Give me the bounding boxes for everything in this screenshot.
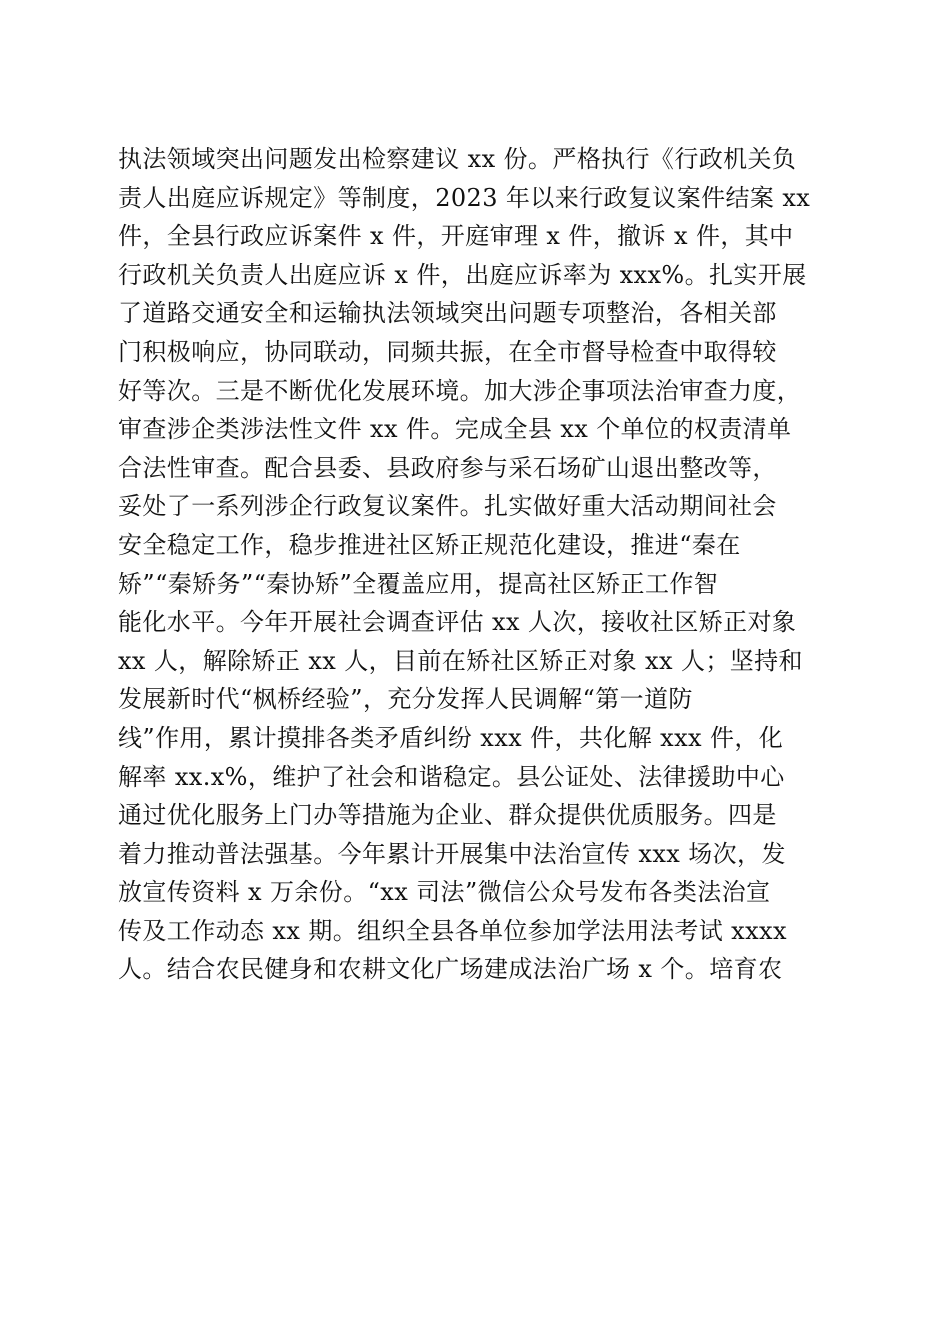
text-line-22: 人。结合农民健身和农耕文化广场建成法治广场 x 个。培育农: [118, 955, 783, 984]
text-line-1: 执法领域突出问题发出检察建议 xx 份。严格执行《行政机关负: [118, 145, 797, 173]
text-line-9: 合法性审查。配合县委、县政府参与采石场矿山退出整改等，: [118, 453, 777, 482]
text-line-6: 门积极响应，协同联动，同频共振，在全市督导检查中取得较: [118, 337, 777, 366]
text-line-21: 传及工作动态 xx 期。组织全县各单位参加学法用法考试 xxxx: [118, 916, 787, 945]
body-text: [118, 140, 838, 989]
text-line-13: 能化水平。今年开展社会调查评估 xx 人次，接收社区矫正对象: [118, 608, 797, 637]
text-line-10: 妥处了一系列涉企行政复议案件。扎实做好重大活动期间社会: [118, 492, 777, 521]
text-line-4: 行政机关负责人出庭应诉 x 件，出庭应诉率为 xxx%。扎实开展: [118, 260, 807, 289]
text-line-14: xx 人，解除矫正 xx 人，目前在矫社区矫正对象 xx 人；坚持和: [118, 646, 803, 675]
text-line-12: 矫”“秦矫务”“秦协矫”全覆盖应用，提高社区矫正工作智: [118, 569, 719, 598]
text-line-5: 了道路交通安全和运输执法领域突出问题专项整治，各相关部: [118, 299, 777, 328]
text-line-2: 责人出庭应诉规定》等制度，2023 年以来行政复议案件结案 xx: [118, 183, 811, 212]
text-line-7: 好等次。三是不断优化发展环境。加大涉企事项法治审查力度，: [118, 376, 802, 405]
text-line-20: 放宣传资料 x 万余份。“xx 司法”微信公众号发布各类法治宣: [118, 878, 771, 907]
text-line-16: 线”作用，累计摸排各类矛盾纠纷 xxx 件，共化解 xxx 件，化: [118, 723, 784, 752]
text-line-18: 通过优化服务上门办等措施为企业、群众提供优质服务。四是: [118, 801, 777, 830]
text-line-11: 安全稳定工作，稳步推进社区矫正规范化建设，推进“秦在: [118, 530, 741, 559]
text-line-8: 审查涉企类涉法性文件 xx 件。完成全县 xx 个单位的权责清单: [118, 415, 792, 444]
text-line-3: 件，全县行政应诉案件 x 件，开庭审理 x 件，撤诉 x 件，其中: [118, 222, 794, 251]
text-line-19: 着力推动普法强基。今年累计开展集中法治宣传 xxx 场次，发: [118, 839, 786, 868]
text-line-15: 发展新时代“枫桥经验”，充分发挥人民调解“第一道防: [118, 685, 693, 714]
text-line-17: 解率 xx.x%，维护了社会和谐稳定。县公证处、法律援助中心: [118, 762, 785, 791]
